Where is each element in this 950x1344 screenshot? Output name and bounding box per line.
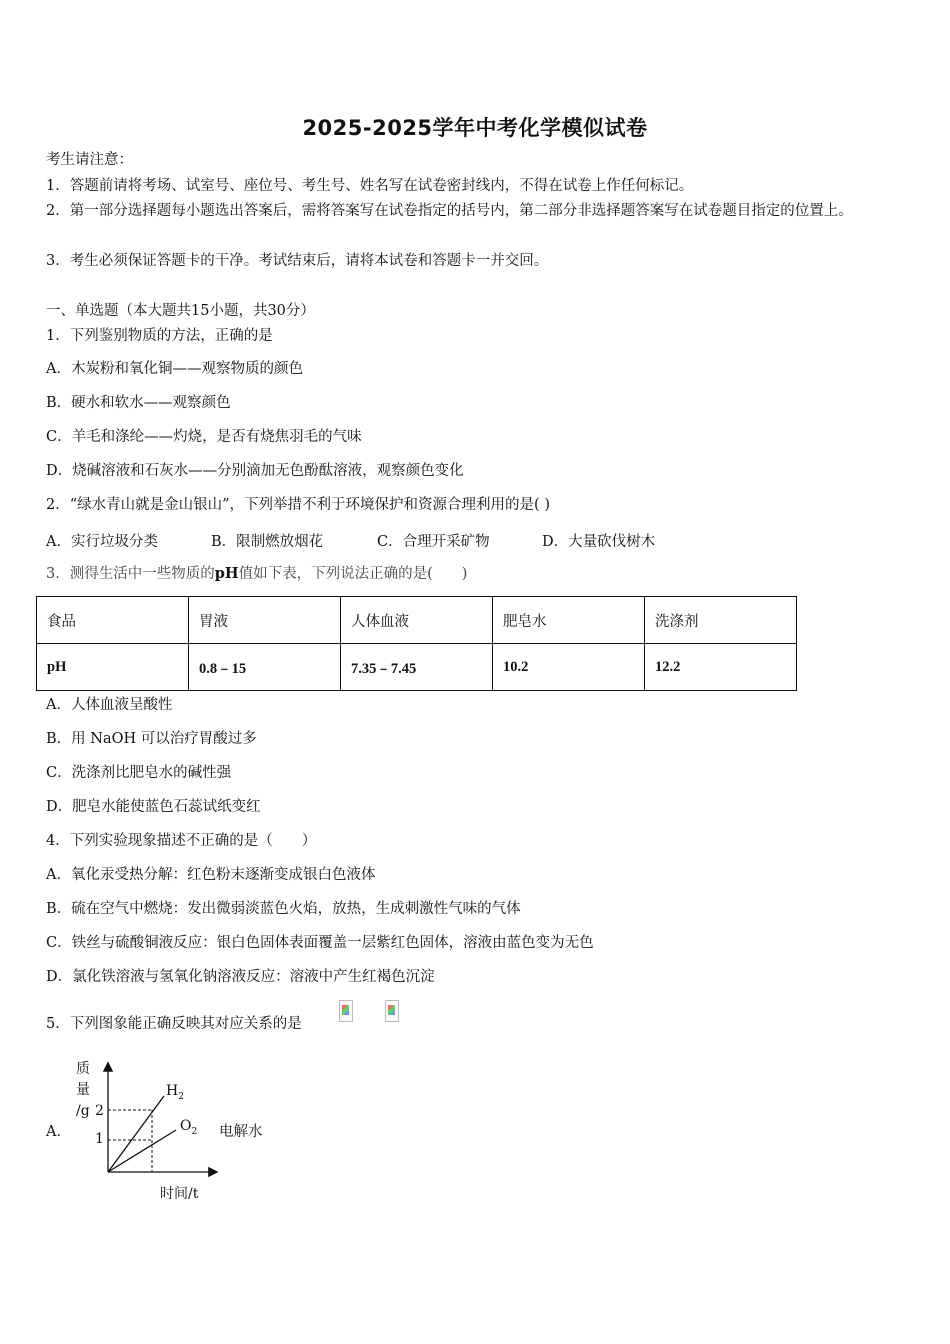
header-cell: 食品 [37,597,189,644]
q5-option-a-label: A． [46,1124,71,1140]
y-tick-1: 1 [95,1131,104,1147]
broken-image-icon [339,1000,353,1022]
electrolysis-chart [70,1052,220,1202]
broken-image-icon [385,1000,399,1022]
q1-option-c: C．羊毛和涤纶——灼烧，是否有烧焦羽毛的气味 [46,429,362,445]
ph-table [36,596,797,691]
q5-option-a-caption: 电解水 [219,1124,263,1140]
series-o2-line [108,1130,176,1172]
q2-option-d: D．大量砍伐树木 [542,534,656,550]
y-tick-2: 2 [95,1103,104,1119]
q3-option-a: A．人体血液呈酸性 [46,697,173,713]
q2-options [46,530,655,551]
page-title: 2025-2025学年中考化学模似试卷 [302,116,648,140]
q4-option-b: B．硫在空气中燃烧：发出微弱淡蓝色火焰，放热，生成刺激性气味的气体 [46,901,521,917]
header-cell: 人体血液 [341,597,493,644]
q1-option-b: B．硬水和软水——观察颜色 [46,395,231,411]
y-label-3: /g [76,1103,90,1119]
q2-option-b: B．限制燃放烟花 [211,534,324,550]
q4-option-a: A．氧化汞受热分解：红色粉末逐渐变成银白色液体 [46,867,376,883]
q3-option-d: D．肥皂水能使蓝色石蕊试纸变红 [46,799,261,815]
y-label-1: 质 [76,1061,90,1077]
ph-table-header [37,597,797,644]
series-h2-label: $H_2$ [166,1083,184,1102]
y-label-2: 量 [76,1082,90,1098]
q3-stem-pre: 3．测得生活中一些物质的 [46,566,215,582]
table-cell: pH [37,644,189,691]
q3-option-c: C．洗涤剂比肥皂水的碱性强 [46,765,232,781]
header-cell: 胃液 [189,597,341,644]
notice-item-2: 2．第一部分选择题每小题选出答案后，需将答案写在试卷指定的括号内，第二部分非选择题答案写在试卷题目指定的位置上。 [46,203,853,219]
q3-option-b: B．用 NaOH 可以治疗胃酸过多 [46,731,257,747]
header-cell: 肥皂水 [493,597,645,644]
series-h2-line [108,1096,164,1172]
series-o2-label: $O_2$ [180,1118,198,1137]
header-cell: 洗涤剂 [645,597,797,644]
q2-option-c: C．合理开采矿物 [377,534,490,550]
q4-stem: 4．下列实验现象描述不正确的是（ ） [46,833,317,849]
q2-stem: 2．“绿水青山就是金山银山”，下列举措不利于环境保护和资源合理利用的是( ) [46,497,550,513]
notice-heading: 考生请注意： [46,152,133,168]
q3-stem [46,564,467,584]
q1-option-d: D．烧碱溶液和石灰水——分别滴加无色酚酞溶液，观察颜色变化 [46,463,464,479]
q1-option-a: A．木炭粉和氧化铜——观察物质的颜色 [46,361,303,377]
q5-stem: 5．下列图象能正确反映其对应关系的是 [46,1016,302,1032]
q4-option-c: C．铁丝与硫酸铜液反应：银白色固体表面覆盖一层紫红色固体，溶液由蓝色变为无色 [46,935,594,951]
notice-item-3: 3．考生必须保证答题卡的干净。考试结束后，请将本试卷和答题卡一并交回。 [46,253,549,269]
q4-option-d: D．氯化铁溶液与氢氧化钠溶液反应：溶液中产生红褐色沉淀 [46,969,435,985]
q3-stem-post: 值如下表，下列说法正确的是( ) [238,566,468,582]
table-cell: 0.8﹣15 [189,644,341,691]
ph-table-row [37,644,797,691]
table-cell: 12.2 [645,644,797,691]
q1-stem: 1．下列鉴别物质的方法，正确的是 [46,328,273,344]
section-heading: 一、单选题（本大题共15小题，共30分） [46,303,315,319]
q2-option-a: A．实行垃圾分类 [46,534,158,550]
table-cell: 7.35﹣7.45 [341,644,493,691]
table-cell: 10.2 [493,644,645,691]
notice-item-1: 1．答题前请将考场、试室号、座位号、考生号、姓名写在试卷密封线内，不得在试卷上作任何标记。 [46,178,694,194]
q3-stem-ph: pH [214,565,239,582]
x-label: 时间/t [160,1186,199,1202]
